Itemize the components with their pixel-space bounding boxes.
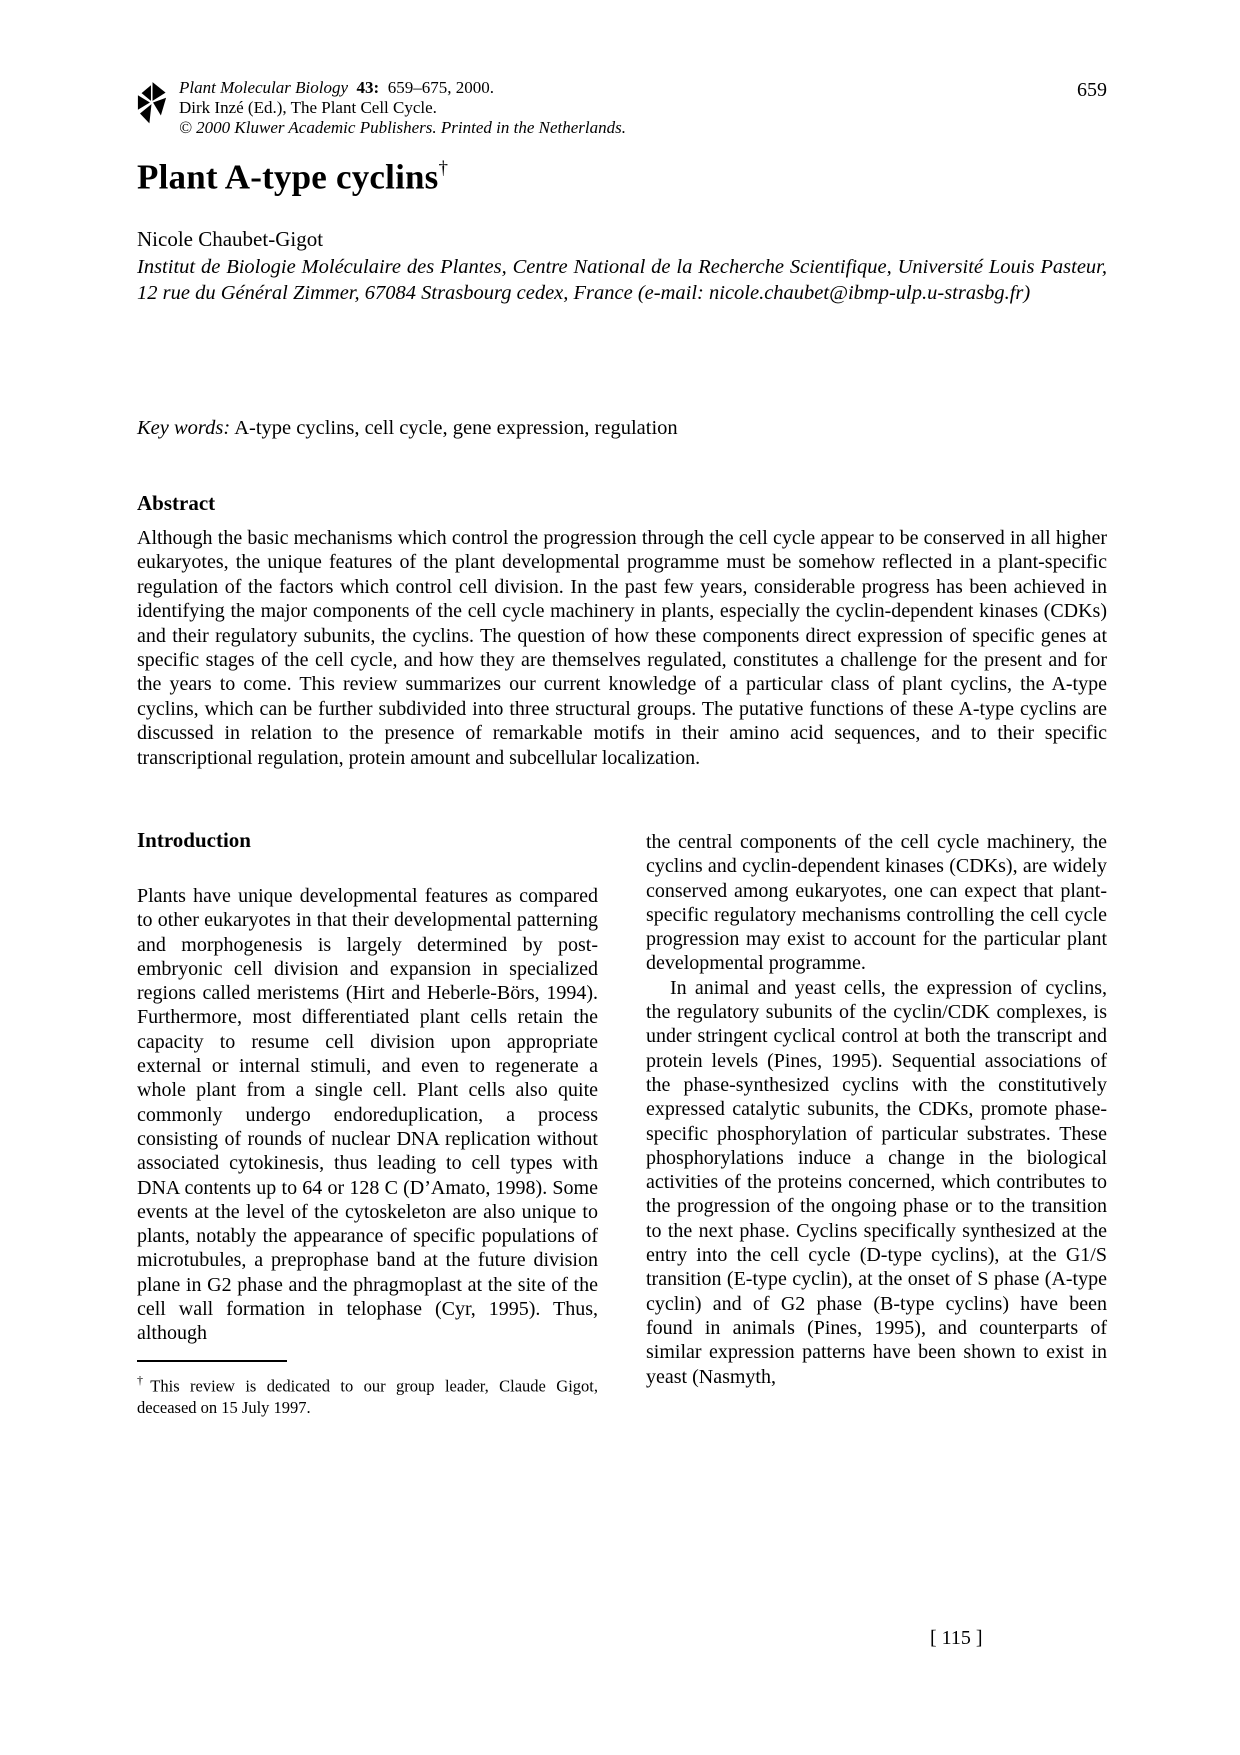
introduction-paragraph-right-2: In animal and yeast cells, the expression of cyclins, the regulatory subunits of the cyclin/CDK complexes, is under stringent cyclical control at both the transcript and protein levels (Pines, 1995). Sequential associations of the phase-synthesized cyclins with the constitutively expressed catalytic subunits, the CDKs, promote phase-specific phosphorylation of particular substrates. These phosphorylations induce a change in the biological activities of the proteins concerned, which contributes to the progression of the ongoing phase or to the transition to the next phase. Cyclins specifically synthesized at the entry into the cell cycle (D-type cyclins), at the G1/S transition (E-type cyclin), at the onset of S phase (A-type cyclin) and of G2 phase (B-type cyclins) have been found in animals (Pines, 1995), and counterparts of similar expression patterns have been shown to exist in yeast (Nasmyth,: [646, 976, 1107, 1388]
copyright-line: © 2000 Kluwer Academic Publishers. Printed in the Netherlands.: [179, 118, 627, 137]
author-name: Nicole Chaubet-Gigot: [137, 227, 324, 251]
journal-volume: 43:: [356, 78, 380, 97]
folio-page-number: [ 115 ]: [930, 1627, 983, 1649]
two-column-body: [137, 828, 1107, 1418]
journal-citation-block: [179, 78, 626, 138]
introduction-paragraph-right-1: the central components of the cell cycle machinery, the cyclins and cyclin-dependent kinases (CDKs), are widely conserved among eukaryotes, one can expect that plant-specific regulatory mechanisms controlling the cell cycle progression may exist to account for the particular plant developmental programme.: [646, 831, 1107, 975]
keywords-line: [137, 416, 1107, 441]
editor-line: Dirk Inzé (Ed.), The Plant Cell Cycle.: [179, 98, 437, 117]
footnote-block: [137, 1360, 598, 1419]
abstract-heading: Abstract: [137, 491, 216, 515]
keywords-label: Key words:: [137, 417, 231, 439]
introduction-paragraph-left: Plants have unique developmental features as compared to other eukaryotes in that their developmental patterning and morphogenesis is largely determined by post-embryonic cell division and expansion in specialized regions called meristems (Hirt and Heberle-Börs, 1994). Furthermore, most differentiated plant cells retain the capacity to resume cell division upon appropriate external or internal stimuli, and even to regenerate a whole plant from a single cell. Plant cells also quite commonly undergo endoreduplication, a process consisting of rounds of nuclear DNA replication without associated cytokinesis, thus leading to cell types with DNA contents up to 64 or 128 C (D’Amato, 1998). Some events at the level of the cytoskeleton are also unique to plants, notably the appearance of specific populations of microtubules, a preprophase band at the future division plane in G2 phase and the phragmoplast at the site of the cell wall formation in telophase (Cyr, 1995). Thus, although: [137, 885, 598, 1345]
kluwer-publisher-logo-icon: [137, 79, 167, 126]
abstract-text: Although the basic mechanisms which control the progression through the cell cycle appear to be conserved in all higher eukaryotes, the unique features of the plant developmental programme must be somehow reflected in a plant-specific regulation of the factors which control cell division. In the past few years, considerable progress has been achieved in identifying the major components of the cell cycle machinery in plants, especially the cyclin-dependent kinases (CDKs) and their regulatory subunits, the cyclins. The question of how these components direct expression of specific genes at specific stages of the cell cycle, and how they are themselves regulated, constitutes a challenge for the present and for the years to come. This review summarizes our current knowledge of a particular class of plant cyclins, the A-type cyclins, which can be further subdivided into three structural groups. The putative functions of these A-type cyclins are discussed in relation to the presence of remarkable motifs in their amino acid sequences, and to their specific transcriptional regulation, protein amount and subcellular localization.: [137, 527, 1107, 769]
introduction-heading: Introduction: [137, 828, 251, 852]
page-number: 659: [1077, 79, 1107, 101]
footnote-divider: [137, 1360, 287, 1362]
article-title: [137, 151, 1107, 198]
footnote-body: This review is dedicated to our group leader, Claude Gigot, deceased on 15 July 1997.: [137, 1376, 598, 1417]
journal-masthead: [137, 78, 1107, 138]
journal-title: Plant Molecular Biology: [179, 78, 349, 97]
footnote-marker: †: [137, 1372, 150, 1387]
left-column: [137, 828, 598, 1418]
author-affiliation: Institut de Biologie Moléculaire des Plantes, Centre National de la Recherche Scientifique, Université Louis Pasteur, 12 rue du Général Zimmer, 67084 Strasbourg cedex, France (e-mail: nicole.chaubet@ibmp-ulp.u-strasbg.fr): [137, 256, 1107, 304]
title-footnote-marker: †: [438, 158, 449, 179]
right-column: [646, 828, 1107, 1389]
journal-pages: 659–675, 2000.: [387, 78, 494, 97]
footnote-text: [137, 1371, 598, 1419]
keywords-text: A-type cyclins, cell cycle, gene expression, regulation: [234, 417, 678, 439]
article-title-text: Plant A-type cyclins: [137, 157, 439, 197]
journal-citation-line: [179, 78, 626, 98]
